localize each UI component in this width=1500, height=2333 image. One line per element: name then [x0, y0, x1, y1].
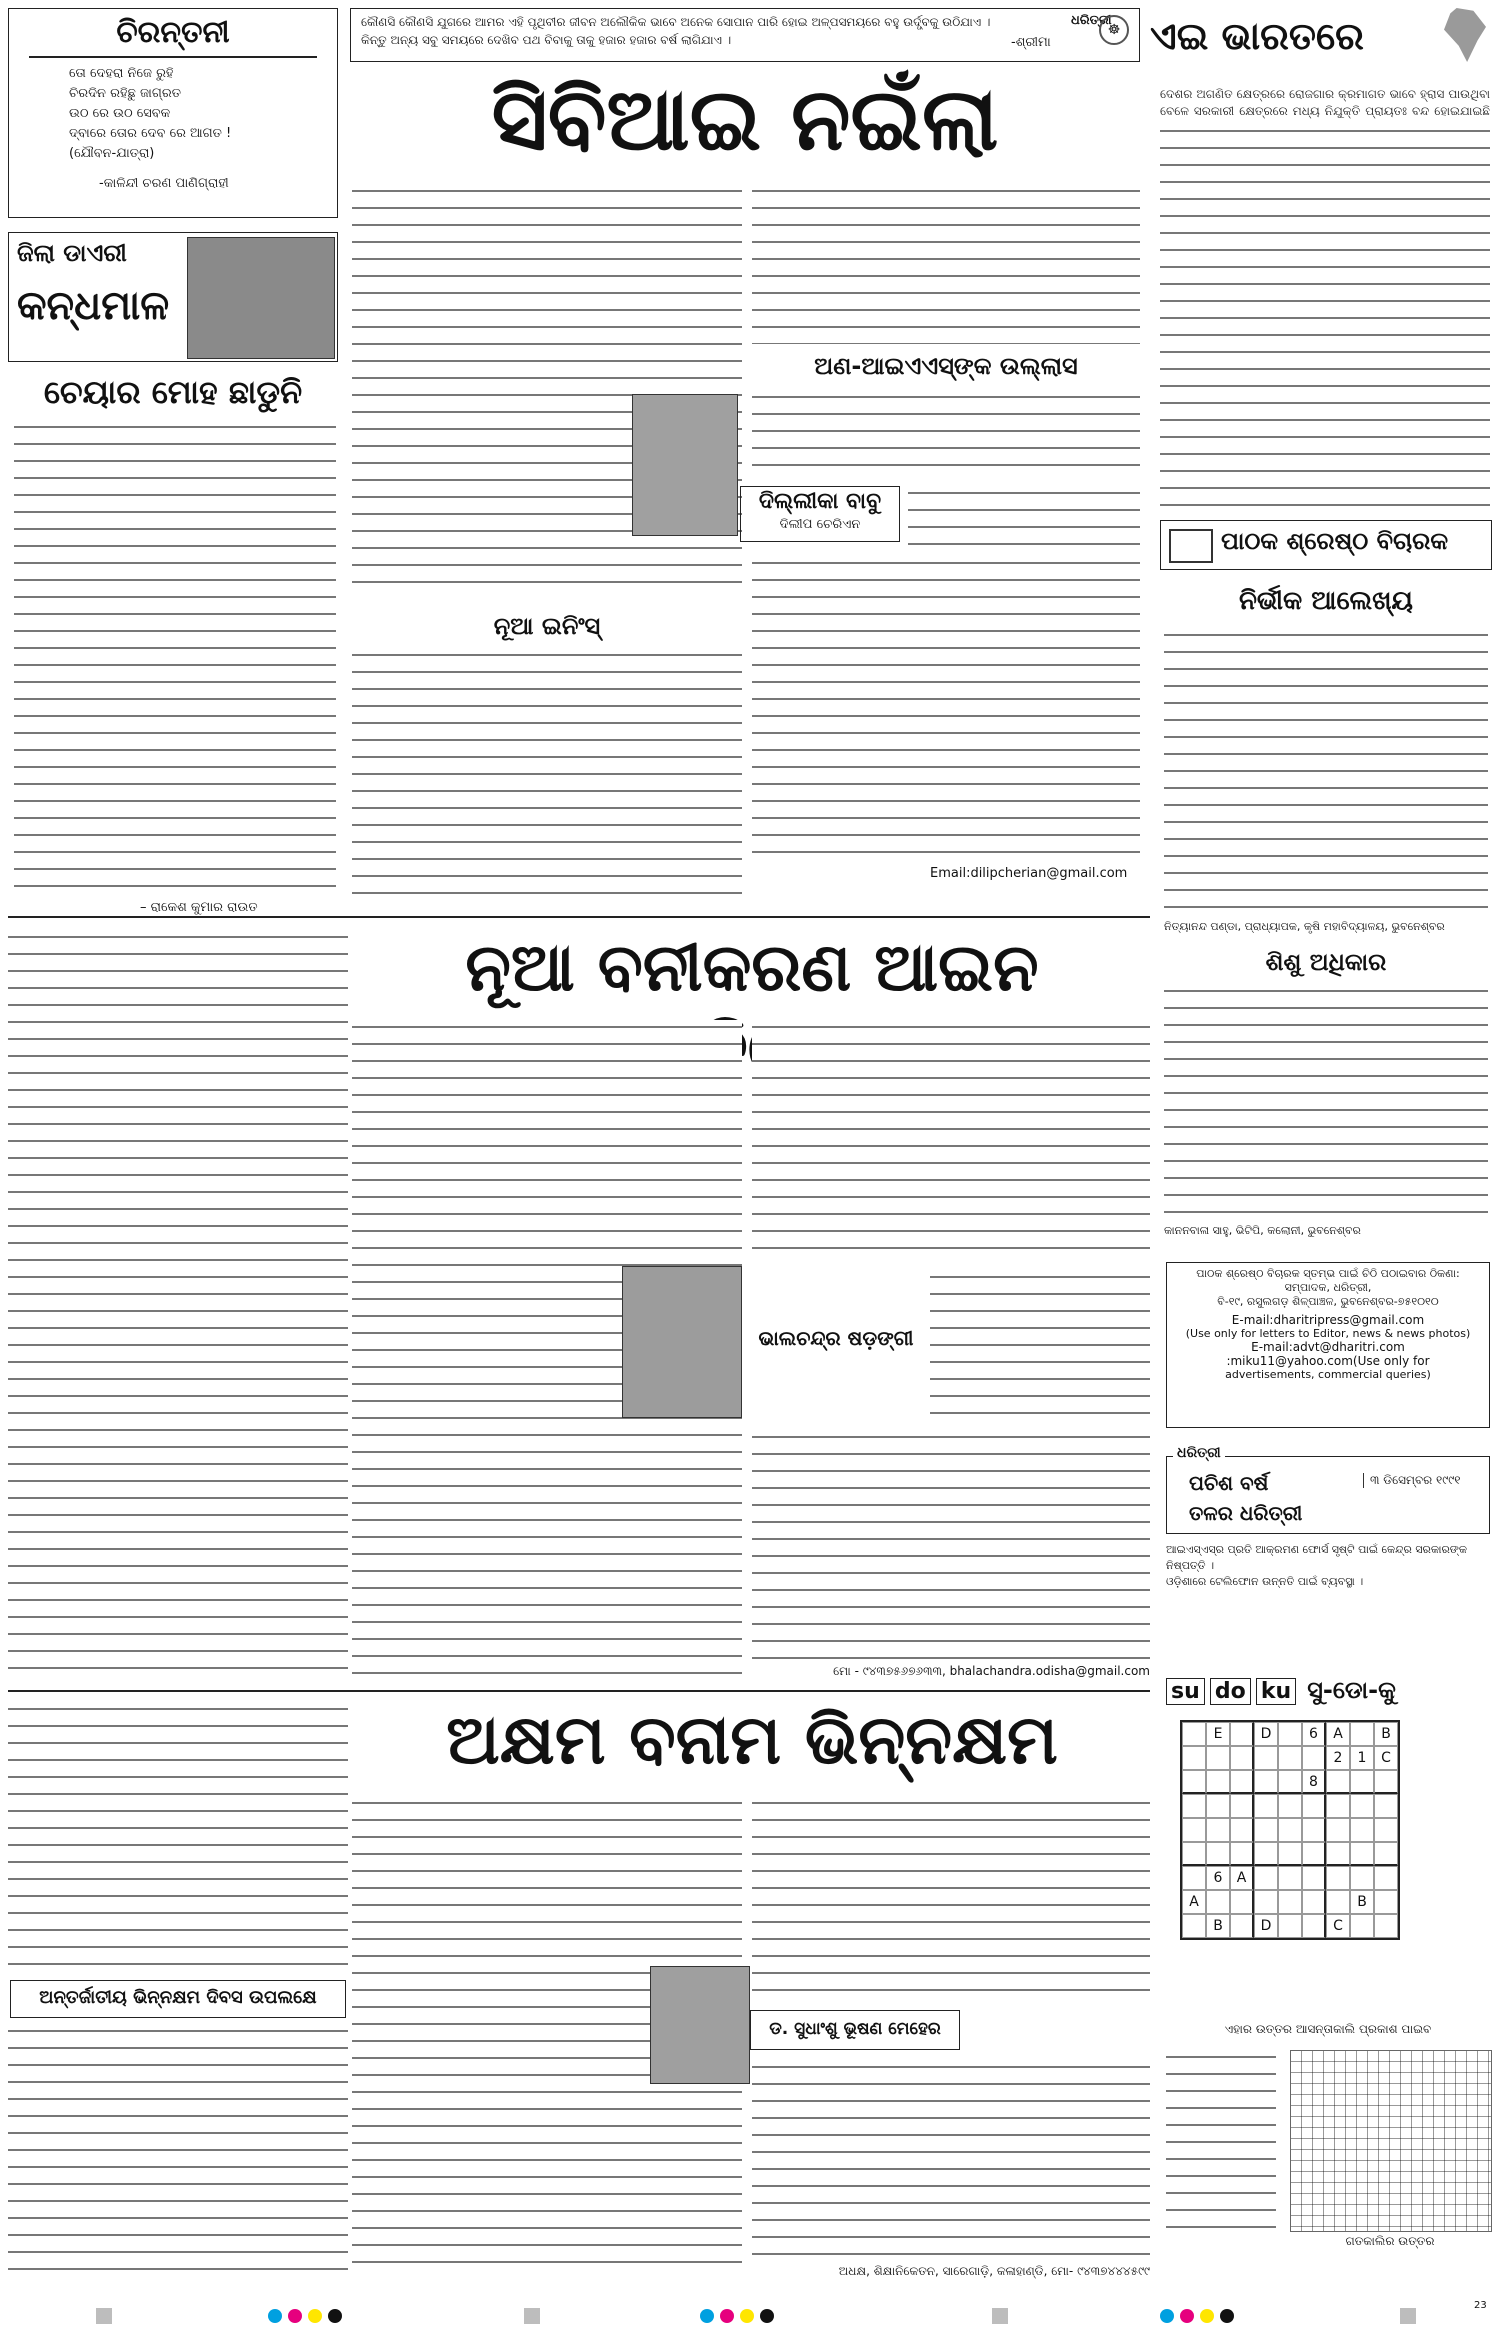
sudoku-cell[interactable]: E	[1206, 1722, 1230, 1746]
section-divider	[8, 916, 1150, 918]
district-photo	[187, 237, 335, 359]
magenta-dot	[720, 2309, 734, 2323]
sudoku-header	[1166, 1676, 1490, 1712]
reg-square	[992, 2308, 1008, 2324]
reg-square	[1400, 2308, 1416, 2324]
sudoku-cell[interactable]	[1230, 1914, 1254, 1938]
reader-banner	[1160, 520, 1492, 570]
yellow-dot	[740, 2309, 754, 2323]
sudoku-cell[interactable]	[1350, 1722, 1374, 1746]
sudoku-cell[interactable]	[1326, 1890, 1350, 1914]
sudoku-cell[interactable]	[1182, 1818, 1206, 1842]
sudoku-cell[interactable]: C	[1374, 1746, 1398, 1770]
letter1-author: ନିତ୍ୟାନନ୍ଦ ପଣ୍ଡା, ପ୍ରାଧ୍ୟାପକ, କୃଷି ମହାବିଦ୍ୟାଳୟ, ଭୁବନେଶ୍ବର	[1164, 920, 1445, 933]
contact-intro: ପାଠକ ଶ୍ରେଷ୍ଠ ବିଚାରକ ସ୍ତମ୍ଭ ପାଇଁ ଚିଠି ପଠାଇବାର ଠିକଣା:	[1196, 1267, 1460, 1280]
bottom-footer: ଅଧକ୍ଷ, ଶିକ୍ଷାନିକେତନ, ସାରେଗାଡ଼ି, କଳାହାଣ୍ଡି, ମୋ- ୯୪୩୭୪୪୪୫୯୯	[838, 2264, 1150, 2278]
sudoku-cell[interactable]	[1230, 1842, 1254, 1866]
poem-line: ଉଠ ରେ ଉଠ ସେବକ	[69, 106, 171, 121]
letter1-body	[1164, 628, 1488, 918]
bottom-col-3	[752, 1796, 1150, 2002]
poem-title: ଚିରନ୍ତନୀ	[116, 15, 230, 50]
print-marks	[0, 2300, 1500, 2333]
section-divider	[8, 1690, 1150, 1692]
sudoku-cell[interactable]: D	[1254, 1722, 1278, 1746]
middle-author-photo	[622, 1266, 742, 1418]
poem-author: -କାଳିନ୍ଦୀ ଚରଣ ପାଣିଗ୍ରାହୀ	[99, 176, 229, 191]
quote-box	[350, 8, 1140, 62]
sudoku-title-3: ku	[1256, 1678, 1296, 1705]
sudoku-cell[interactable]	[1302, 1794, 1326, 1818]
bottom-col-1b	[8, 2024, 348, 2284]
sudoku-note: ଏହାର ଉତ୍ତର ଆସନ୍ତାକାଲି ପ୍ରକାଶ ପାଇବ	[1224, 2022, 1432, 2036]
columnist-photo	[632, 394, 738, 536]
sudoku-cell[interactable]	[1278, 1794, 1302, 1818]
sudoku-cell[interactable]	[1302, 1818, 1326, 1842]
bottom-author-photo	[650, 1966, 750, 2084]
sudoku-cell[interactable]	[1326, 1818, 1350, 1842]
sudoku-title-1: su	[1166, 1678, 1205, 1705]
sudoku-cell[interactable]	[1302, 1914, 1326, 1938]
middle-contact: ମୋ - ୯୪୩୭୫୬୭୬୩୩, bhalachandra.odisha@gmail.com	[833, 1664, 1150, 1678]
sudoku-cell[interactable]	[1350, 1794, 1374, 1818]
letter2-body	[1164, 984, 1488, 1220]
sudoku-cell[interactable]	[1350, 1818, 1374, 1842]
sudoku-cell[interactable]: B	[1350, 1890, 1374, 1914]
columnist-name: ଦିଲୀପ ଚେରିଏନ	[779, 517, 861, 532]
sudoku-title-2: do	[1210, 1678, 1251, 1705]
color-dots	[268, 2308, 348, 2327]
contact-email-1[interactable]: E-mail:dharitripress@gmail.com	[1231, 1313, 1425, 1327]
sudoku-cell[interactable]	[1206, 1794, 1230, 1818]
contact-address-1: ସମ୍ପାଦକ, ଧରିତ୍ରୀ,	[1284, 1281, 1372, 1294]
sudoku-cell[interactable]: A	[1326, 1722, 1350, 1746]
poem-line: ଚିରଦିନ ରହିଛୁ ଜାଗ୍ରତ	[69, 86, 181, 101]
columnist-title: ଦିଲ୍ଲୀକା ବାବୁ	[758, 489, 882, 514]
letter2-title: ଶିଶୁ ଅଧିକାର	[1265, 948, 1387, 976]
quote-label: ଧରିତ୍ରୀ	[1071, 13, 1112, 28]
sudoku-cell[interactable]: 6	[1302, 1722, 1326, 1746]
bharat-lead: ଦେଶର ଅଗଣିତ କ୍ଷେତ୍ରରେ ରୋଜଗାର କ୍ରମାଗତ ଭାବେ ହ୍ରାସ ପାଉଥିବା ବେଳେ ସରକାରୀ କ୍ଷେତ୍ରରେ ମଧ୍ୟ ନିଯୁକ୍ତି ପ୍ରାୟତଃ ବନ୍ଦ ହୋଇଯାଇଛି	[1160, 87, 1490, 118]
bottom-subhead: ଅନ୍ତର୍ଜାତୀୟ ଭିନ୍ନକ୍ଷମ ଦିବସ ଉପଲକ୍ଷେ	[39, 1987, 317, 2008]
sudoku-cell[interactable]	[1182, 1866, 1206, 1890]
flashback-items	[1166, 1542, 1490, 1590]
bharat-header	[1150, 8, 1492, 78]
sudoku-title-odia: ସୁ-ଡୋ-କୁ	[1307, 1676, 1396, 1704]
sudoku-cell[interactable]	[1374, 1914, 1398, 1938]
contact-email-3-note: advertisements, commercial queries)	[1225, 1368, 1431, 1381]
sudoku-cell[interactable]	[1278, 1818, 1302, 1842]
letter1-title: ନିର୍ଭୀକ ଆଲେଖ୍ୟ	[1238, 586, 1414, 616]
sudoku-cell[interactable]	[1254, 1866, 1278, 1890]
district-byline: – ରାକେଶ କୁମାର ରାଉତ	[140, 900, 258, 915]
sudoku-cell[interactable]	[1350, 1770, 1374, 1794]
sudoku-cell[interactable]: B	[1206, 1914, 1230, 1938]
answer-text	[1166, 2050, 1276, 2230]
flashback-title-1: ପଚିଶ ବର୍ଷ	[1189, 1471, 1269, 1495]
sudoku-cell[interactable]	[1230, 1890, 1254, 1914]
page-number: 23	[1474, 2300, 1487, 2311]
quote-text: କୌଣସି କୌଣସି ଯୁଗରେ ଆମର ଏହି ପୃଥିବୀର ଜୀବନ ଅଲୌକିକ ଭାବେ ଅନେକ ସୋପାନ ପାରି ହୋଇ ଅଳ୍ପସମୟରେ ବହୁ ଉର୍ଦ୍ଧ୍ବକୁ ଉଠିଯାଏ । କିନ୍ତୁ ଅନ୍ୟ ସବୁ ସମୟରେ ଦେଖିବ ପଥ ବିବାକୁ ତାକୁ ହଜାର ହଜାର ବର୍ଷ ଲାଗିଯାଏ ।	[361, 15, 991, 47]
sudoku-cell[interactable]	[1278, 1770, 1302, 1794]
sudoku-cell[interactable]: 1	[1350, 1746, 1374, 1770]
district-headline: ଚେୟାର ମୋହ ଛାଡୁନି	[43, 373, 303, 411]
sudoku-cell[interactable]	[1374, 1794, 1398, 1818]
sudoku-cell[interactable]	[1182, 1914, 1206, 1938]
envelope-icon	[1169, 529, 1213, 563]
sudoku-cell[interactable]: C	[1326, 1914, 1350, 1938]
sudoku-cell[interactable]	[1326, 1770, 1350, 1794]
sudoku-cell[interactable]: A	[1230, 1866, 1254, 1890]
columnist-email: Email:dilipcherian@gmail.com	[930, 866, 1128, 881]
middle-col-4	[930, 1270, 1150, 1420]
sudoku-cell[interactable]	[1230, 1746, 1254, 1770]
cyan-dot	[700, 2309, 714, 2323]
bottom-author: ଡ. ସୁଧାଂଶୁ ଭୂଷଣ ମେହେର	[769, 2019, 941, 2039]
sudoku-cell[interactable]	[1278, 1722, 1302, 1746]
bottom-subhead-box	[10, 1980, 346, 2018]
color-dots	[700, 2308, 780, 2327]
flashback-brand: ଧରିତ୍ରୀ	[1173, 1445, 1225, 1461]
cyan-dot	[268, 2309, 282, 2323]
sudoku-cell[interactable]	[1326, 1866, 1350, 1890]
black-dot	[760, 2309, 774, 2323]
flashback-box	[1166, 1445, 1490, 1534]
sudoku-cell[interactable]	[1302, 1866, 1326, 1890]
bottom-col-1	[8, 1702, 348, 1972]
sudoku-grid[interactable]	[1180, 1720, 1400, 1940]
contact-email-1-note: (Use only for letters to Editor, news & news photos)	[1185, 1327, 1471, 1340]
sudoku-cell[interactable]	[1206, 1746, 1230, 1770]
district-name: କନ୍ଧମାଳ	[17, 283, 170, 329]
sudoku-cell[interactable]	[1374, 1890, 1398, 1914]
sudoku-cell[interactable]	[1350, 1866, 1374, 1890]
answer-grid	[1290, 2050, 1492, 2232]
middle-col-1	[8, 930, 348, 1680]
poem-box	[8, 8, 338, 218]
poem-line: ତୋ ଦେହରା ନିଜେ ରୁହି	[69, 66, 174, 81]
sudoku-cell[interactable]: B	[1374, 1722, 1398, 1746]
answer-label: ଗତକାଲିର ଉତ୍ତର	[1345, 2234, 1435, 2248]
sudoku-cell[interactable]	[1350, 1914, 1374, 1938]
reg-square	[524, 2308, 540, 2324]
district-label: ଜିଲା ଡାଏରୀ	[17, 239, 127, 267]
sudoku-cell[interactable]	[1374, 1842, 1398, 1866]
sudoku-cell[interactable]	[1254, 1890, 1278, 1914]
sudoku-cell[interactable]	[1254, 1746, 1278, 1770]
middle-author: ଭାଲଚନ୍ଦ୍ର ଷଡ଼ଙ୍ଗୀ	[758, 1326, 914, 1350]
contact-email-2[interactable]: E-mail:advt@dharitri.com	[1251, 1340, 1405, 1354]
flashback-date: ୩ ଡିସେମ୍ବର ୧୯୯୧	[1363, 1473, 1490, 1488]
contact-email-3[interactable]: :miku11@yahoo.com(Use only for	[1226, 1354, 1430, 1368]
sudoku-cell[interactable]: A	[1182, 1890, 1206, 1914]
sudoku-cell[interactable]: 6	[1206, 1866, 1230, 1890]
lead-col-1b	[352, 648, 742, 898]
black-dot	[328, 2309, 342, 2323]
sudoku-cell[interactable]	[1278, 1866, 1302, 1890]
sudoku-cell[interactable]	[1374, 1770, 1398, 1794]
sudoku-cell[interactable]: 8	[1302, 1770, 1326, 1794]
lead-col-2c	[752, 556, 1140, 856]
flashback-item: ଆଇଏସ୍‌ଏସ୍‌ର ପ୍ରତି ଆକ୍ରମଣ ଫୋର୍ସ ସୃଷ୍ଟି ପାଇଁ କେନ୍ଦ୍ର ସରକାରଙ୍କ ନିଷ୍ପତ୍ତି ।	[1166, 1543, 1468, 1572]
bottom-col-4	[752, 2060, 1150, 2260]
sudoku-cell[interactable]	[1254, 1842, 1278, 1866]
sudoku-cell[interactable]	[1302, 1746, 1326, 1770]
color-dots	[1160, 2308, 1240, 2327]
reg-square	[96, 2308, 112, 2324]
district-body	[14, 420, 336, 898]
wheel-icon: ☸	[1099, 15, 1129, 45]
sudoku-cell[interactable]	[1230, 1770, 1254, 1794]
yellow-dot	[1200, 2309, 1214, 2323]
divider	[29, 56, 317, 58]
reader-banner-title: ପାଠକ ଶ୍ରେଷ୍ଠ ବିଚାରକ	[1221, 527, 1449, 555]
sudoku-cell[interactable]	[1182, 1770, 1206, 1794]
sudoku-cell[interactable]	[1182, 1842, 1206, 1866]
sudoku-cell[interactable]	[1374, 1818, 1398, 1842]
sudoku-cell[interactable]	[1206, 1842, 1230, 1866]
poem-line: ଦ୍ବାରେ ତୋର ଦେବ ରେ ଆଗତ !	[69, 126, 232, 141]
sudoku-cell[interactable]	[1326, 1842, 1350, 1866]
sudoku-cell[interactable]	[1302, 1842, 1326, 1866]
sudoku-cell[interactable]	[1182, 1794, 1206, 1818]
lead-col-2	[752, 184, 1140, 344]
columnist-box	[740, 486, 900, 542]
sudoku-cell[interactable]	[1278, 1890, 1302, 1914]
middle-col-5	[752, 1430, 1150, 1660]
sudoku-cell[interactable]	[1278, 1914, 1302, 1938]
sudoku-cell[interactable]	[1350, 1842, 1374, 1866]
contact-address-2: ବି-୧୯, ରସୁଲଗଡ଼ ଶିଳ୍ପାଞ୍ଚଳ, ଭୁବନେଶ୍ବର-୭୫୧୦୧୦	[1217, 1295, 1439, 1308]
bharat-body	[1160, 124, 1490, 514]
sudoku-cell[interactable]	[1230, 1818, 1254, 1842]
bottom-author-box	[750, 2010, 960, 2050]
sudoku-cell[interactable]	[1182, 1722, 1206, 1746]
letter2-author: କାନନବାଳା ସାହୁ, ଭିଟିପି, କଲୋନୀ, ଭୁବନେଶ୍ବର	[1164, 1224, 1361, 1237]
sudoku-cell[interactable]	[1374, 1866, 1398, 1890]
quote-attribution: -ଶ୍ରୀମା	[1011, 35, 1051, 50]
lead-col-2b	[752, 390, 1140, 478]
magenta-dot	[1180, 2309, 1194, 2323]
bottom-headline: ଅକ୍ଷମ ବନାମ ଭିନ୍ନକ୍ଷମ	[446, 1701, 1058, 1780]
district-box	[8, 232, 338, 362]
magenta-dot	[288, 2309, 302, 2323]
sudoku-cell[interactable]: D	[1254, 1914, 1278, 1938]
bharat-title: ଏଇ ଭାରତରେ	[1150, 14, 1364, 58]
black-dot	[1220, 2309, 1234, 2323]
sudoku-cell[interactable]	[1182, 1746, 1206, 1770]
lead-subhead-1: ଅଣ-ଆଇଏଏସ୍‌ଙ୍କ ଉଲ୍ଲାସ	[814, 352, 1078, 380]
sudoku-cell[interactable]	[1206, 1890, 1230, 1914]
sudoku-cell[interactable]	[1230, 1722, 1254, 1746]
lead-subhead-2: ନୂଆ ଇନିଂସ୍	[493, 612, 601, 640]
middle-headline: ନୂଆ ବନୀକରଣ ଆଇନ	[465, 929, 1039, 1006]
poem-line: (ଯୌବନ-ଯାତ୍ରା)	[69, 146, 155, 161]
yellow-dot	[308, 2309, 322, 2323]
poem-lines	[9, 64, 337, 164]
sudoku-cell[interactable]	[1206, 1818, 1230, 1842]
sudoku-cell[interactable]: 2	[1326, 1746, 1350, 1770]
middle-col-3	[752, 1020, 1150, 1260]
lead-headline: ସିବିଆଇ ନଇଁଲା	[491, 70, 999, 170]
flashback-item: ଓଡ଼ିଶାରେ ଟେଲିଫୋନ ଉନ୍ନତି ପାଇଁ ବ୍ୟବସ୍ଥା ।	[1166, 1575, 1364, 1588]
contact-box	[1166, 1262, 1490, 1428]
sudoku-cell[interactable]	[1278, 1842, 1302, 1866]
sudoku-cell[interactable]	[1206, 1770, 1230, 1794]
sudoku-cell[interactable]	[1230, 1794, 1254, 1818]
sudoku-cell[interactable]	[1326, 1794, 1350, 1818]
sudoku-cell[interactable]	[1254, 1770, 1278, 1794]
sudoku-cell[interactable]	[1302, 1890, 1326, 1914]
sudoku-cell[interactable]	[1254, 1818, 1278, 1842]
sudoku-cell[interactable]	[1254, 1794, 1278, 1818]
sudoku-cell[interactable]	[1278, 1746, 1302, 1770]
lead-col-3	[908, 486, 1140, 546]
cyan-dot	[1160, 2309, 1174, 2323]
flashback-title-2: ତଳର ଧରିତ୍ରୀ	[1189, 1501, 1303, 1525]
